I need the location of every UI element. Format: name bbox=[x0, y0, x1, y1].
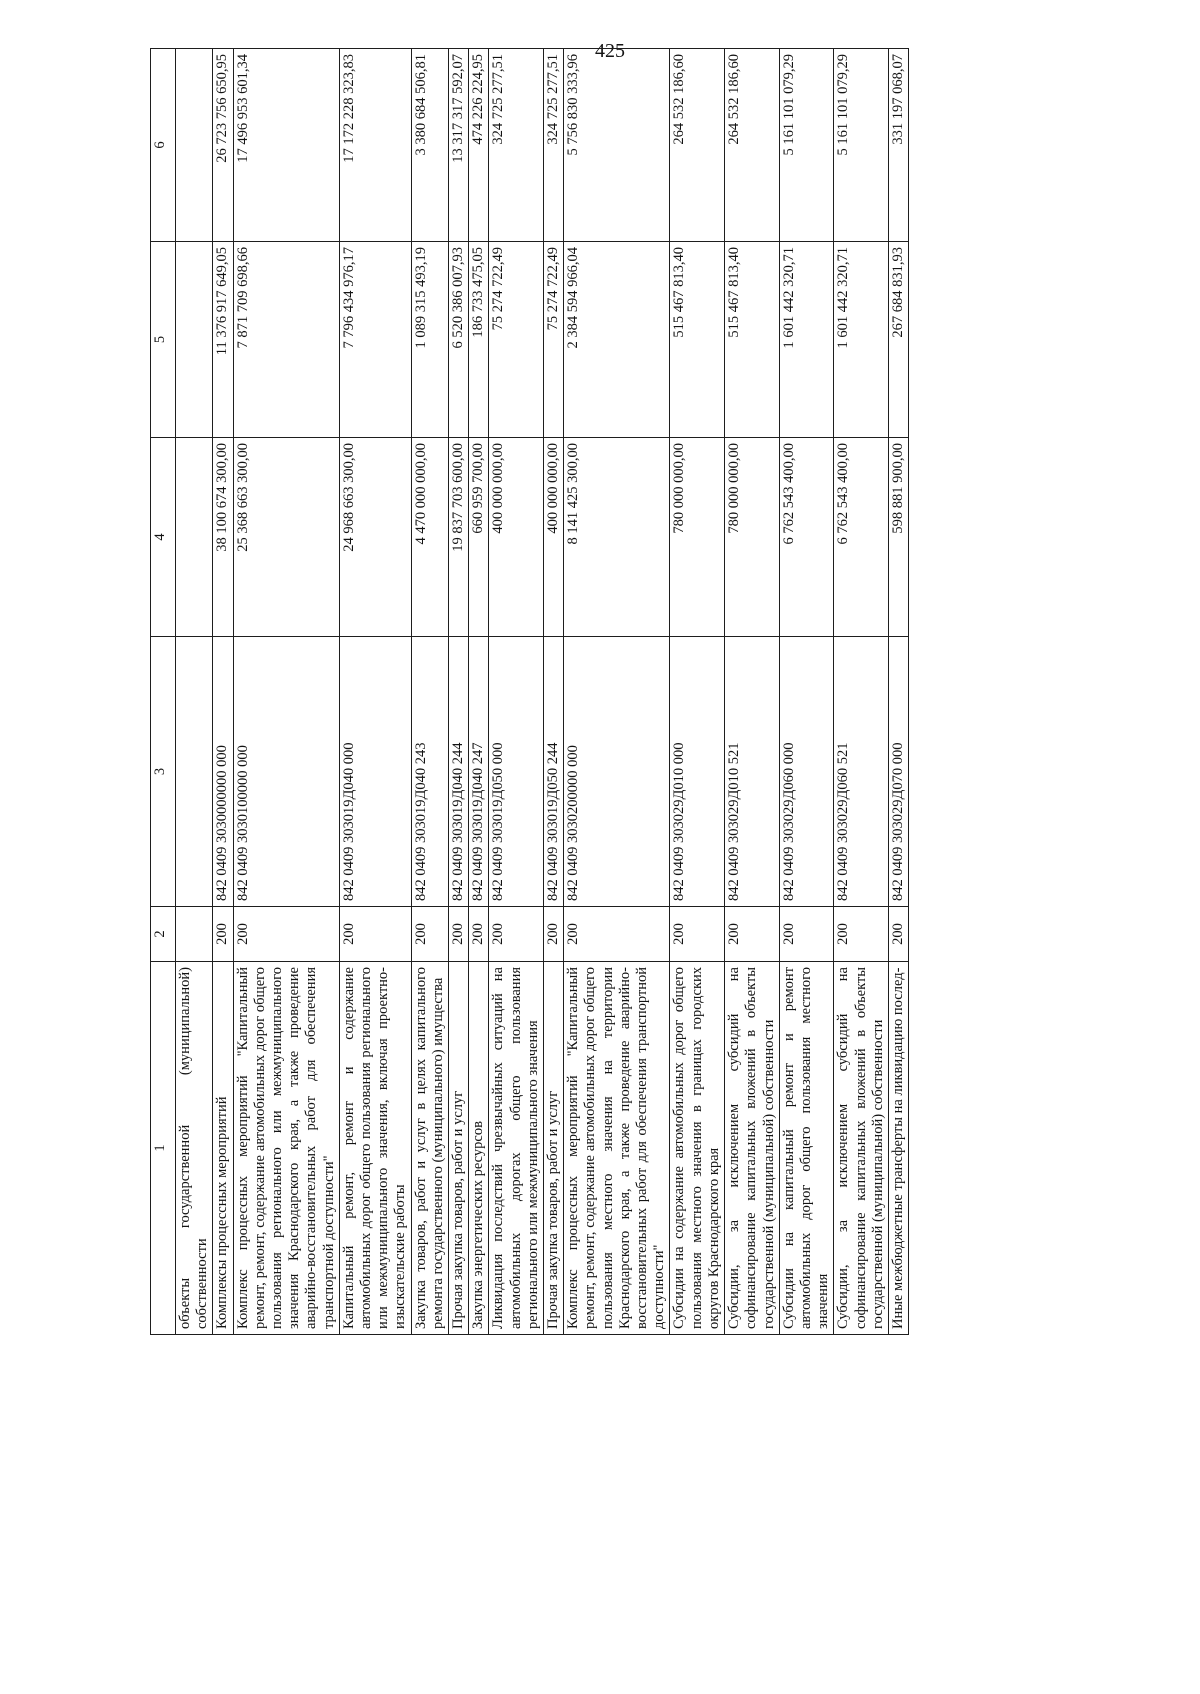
row-name: Закупка товаров, работ и услуг в целях капитального ремонта государственного (муниципального) имущества bbox=[411, 962, 448, 1335]
row-code: 200 bbox=[888, 907, 908, 962]
budget-table-rotated bbox=[150, 54, 1059, 1335]
row-executed-amount: 186 733 475,05 bbox=[469, 242, 489, 438]
row-executed-amount: 75 274 722,49 bbox=[544, 242, 564, 438]
table-row bbox=[489, 49, 544, 1335]
row-plan-amount: 780 000 000,00 bbox=[670, 438, 725, 637]
row-plan-amount: 8 141 425 300,00 bbox=[564, 438, 670, 637]
row-code: 200 bbox=[670, 907, 725, 962]
row-name: Закупка энергетических ресурсов bbox=[469, 962, 489, 1335]
table-row bbox=[339, 49, 411, 1335]
row-kbk: 842 0409 303029Д010 521 bbox=[725, 637, 780, 907]
row-plan-amount: 4 470 000 000,00 bbox=[411, 438, 448, 637]
row-executed-amount: 1 601 442 320,71 bbox=[779, 242, 834, 438]
row-kbk: 842 0409 303029Д010 000 bbox=[670, 637, 725, 907]
row-name: Прочая закупка товаров, работ и услуг bbox=[449, 962, 469, 1335]
row-plan-amount: 6 762 543 400,00 bbox=[779, 438, 834, 637]
row-executed-amount: 515 467 813,40 bbox=[670, 242, 725, 438]
row-plan-amount: 400 000 000,00 bbox=[544, 438, 564, 637]
row-code: 200 bbox=[779, 907, 834, 962]
row-remaining-amount: 324 725 277,51 bbox=[489, 49, 544, 242]
row-plan-amount: 24 968 663 300,00 bbox=[339, 438, 411, 637]
row-name: Комплекс процессных мероприятий "Капитальный ремонт, ремонт, содержание автомобильных дорог общего пользования регионального или межмуниципального значения Краснодарского края, а также проведение аварийно-восстановительных работ для обеспечения транспортной доступности" bbox=[233, 962, 339, 1335]
table-row bbox=[564, 49, 670, 1335]
row-kbk: 842 0409 3030200000 000 bbox=[564, 637, 670, 907]
row-code: 200 bbox=[233, 907, 339, 962]
row-plan-amount bbox=[176, 438, 213, 637]
row-plan-amount: 780 000 000,00 bbox=[725, 438, 780, 637]
table-row bbox=[233, 49, 339, 1335]
row-code: 200 bbox=[544, 907, 564, 962]
row-code: 200 bbox=[564, 907, 670, 962]
row-remaining-amount: 264 532 186,60 bbox=[670, 49, 725, 242]
row-code: 200 bbox=[489, 907, 544, 962]
row-kbk: 842 0409 303029Д070 000 bbox=[888, 637, 908, 907]
table-row bbox=[544, 49, 564, 1335]
row-code: 200 bbox=[411, 907, 448, 962]
table-row bbox=[725, 49, 780, 1335]
row-name: Комплексы процессных мероприятий bbox=[213, 962, 233, 1335]
header-col-4: 4 bbox=[151, 438, 176, 637]
row-remaining-amount: 5 161 101 079,29 bbox=[834, 49, 889, 242]
row-plan-amount: 38 100 674 300,00 bbox=[213, 438, 233, 637]
row-kbk: 842 0409 303029Д060 000 bbox=[779, 637, 834, 907]
row-name: объекты государственной (муниципальной) собственности bbox=[176, 962, 213, 1335]
table-row bbox=[834, 49, 889, 1335]
row-remaining-amount bbox=[176, 49, 213, 242]
row-executed-amount: 75 274 722,49 bbox=[489, 242, 544, 438]
row-remaining-amount: 264 532 186,60 bbox=[725, 49, 780, 242]
row-remaining-amount: 17 172 228 323,83 bbox=[339, 49, 411, 242]
row-name: Субсидии на капитальный ремонт и ремонт автомобильных дорог общего пользования местного значения bbox=[779, 962, 834, 1335]
row-remaining-amount: 5 161 101 079,29 bbox=[779, 49, 834, 242]
row-code: 200 bbox=[725, 907, 780, 962]
table-row bbox=[469, 49, 489, 1335]
row-kbk: 842 0409 303019Д040 247 bbox=[469, 637, 489, 907]
row-name: Субсидии, за исключением субсидий на софинансирование капитальных вложений в объекты государственной (муниципальной) собственности bbox=[725, 962, 780, 1335]
row-remaining-amount: 3 380 684 506,81 bbox=[411, 49, 448, 242]
header-col-6: 6 bbox=[151, 49, 176, 242]
row-plan-amount: 598 881 900,00 bbox=[888, 438, 908, 637]
row-kbk bbox=[176, 637, 213, 907]
row-remaining-amount: 17 496 953 601,34 bbox=[233, 49, 339, 242]
row-executed-amount: 1 089 315 493,19 bbox=[411, 242, 448, 438]
row-kbk: 842 0409 303019Д050 244 bbox=[544, 637, 564, 907]
row-code: 200 bbox=[469, 907, 489, 962]
budget-table bbox=[150, 48, 909, 1335]
row-kbk: 842 0409 303019Д040 243 bbox=[411, 637, 448, 907]
row-code: 200 bbox=[834, 907, 889, 962]
header-col-1: 1 bbox=[151, 962, 176, 1335]
row-remaining-amount: 5 756 830 333,96 bbox=[564, 49, 670, 242]
header-col-5: 5 bbox=[151, 242, 176, 438]
row-code: 200 bbox=[339, 907, 411, 962]
row-name: Комплекс процессных мероприятий "Капитальный ремонт, ремонт, содержание автомобильных дорог общего пользования местного значения на территории Краснодарского края, а также проведение аварийно-восстановительных работ для обеспечения транспортной доступности" bbox=[564, 962, 670, 1335]
row-remaining-amount: 331 197 068,07 bbox=[888, 49, 908, 242]
row-kbk: 842 0409 303029Д060 521 bbox=[834, 637, 889, 907]
table-row bbox=[670, 49, 725, 1335]
table-row bbox=[411, 49, 448, 1335]
table-row bbox=[888, 49, 908, 1335]
row-executed-amount: 267 684 831,93 bbox=[888, 242, 908, 438]
row-name: Иные межбюджетные трансферты на ликвидацию послед- bbox=[888, 962, 908, 1335]
row-code bbox=[176, 907, 213, 962]
table-row bbox=[213, 49, 233, 1335]
row-kbk: 842 0409 3030100000 000 bbox=[233, 637, 339, 907]
row-executed-amount: 6 520 386 007,93 bbox=[449, 242, 469, 438]
table-row bbox=[176, 49, 213, 1335]
row-plan-amount: 400 000 000,00 bbox=[489, 438, 544, 637]
header-col-2: 2 bbox=[151, 907, 176, 962]
header-col-3: 3 bbox=[151, 637, 176, 907]
row-remaining-amount: 474 226 224,95 bbox=[469, 49, 489, 242]
table-row bbox=[779, 49, 834, 1335]
row-name: Субсидии, за исключением субсидий на софинансирование капитальных вложений в объекты государственной (муниципальной) собственности bbox=[834, 962, 889, 1335]
page-number: 425 bbox=[595, 40, 625, 62]
table-header-row bbox=[151, 49, 176, 1335]
row-plan-amount: 25 368 663 300,00 bbox=[233, 438, 339, 637]
row-executed-amount: 11 376 917 649,05 bbox=[213, 242, 233, 438]
row-code: 200 bbox=[449, 907, 469, 962]
row-remaining-amount: 324 725 277,51 bbox=[544, 49, 564, 242]
row-remaining-amount: 26 723 756 650,95 bbox=[213, 49, 233, 242]
row-plan-amount: 660 959 700,00 bbox=[469, 438, 489, 637]
row-executed-amount: 7 871 709 698,66 bbox=[233, 242, 339, 438]
row-kbk: 842 0409 3030000000 000 bbox=[213, 637, 233, 907]
row-executed-amount: 7 796 434 976,17 bbox=[339, 242, 411, 438]
row-executed-amount: 2 384 594 966,04 bbox=[564, 242, 670, 438]
row-executed-amount: 515 467 813,40 bbox=[725, 242, 780, 438]
row-code: 200 bbox=[213, 907, 233, 962]
table-row bbox=[449, 49, 469, 1335]
row-name: Прочая закупка товаров, работ и услуг bbox=[544, 962, 564, 1335]
row-kbk: 842 0409 303019Д040 000 bbox=[339, 637, 411, 907]
row-executed-amount bbox=[176, 242, 213, 438]
row-name: Субсидии на содержание автомобильных дорог общего пользования местного значения в границах городских округов Краснодарского края bbox=[670, 962, 725, 1335]
row-plan-amount: 19 837 703 600,00 bbox=[449, 438, 469, 637]
row-kbk: 842 0409 303019Д050 000 bbox=[489, 637, 544, 907]
row-name: Капитальный ремонт, ремонт и содержание автомобильных дорог общего пользования регионального или межмуниципального значения, включая проектно-изыскательские работы bbox=[339, 962, 411, 1335]
row-remaining-amount: 13 317 317 592,07 bbox=[449, 49, 469, 242]
row-plan-amount: 6 762 543 400,00 bbox=[834, 438, 889, 637]
row-name: Ликвидация последствий чрезвычайных ситуаций на автомобильных дорогах общего пользования регионального или межмуниципального значения bbox=[489, 962, 544, 1335]
row-executed-amount: 1 601 442 320,71 bbox=[834, 242, 889, 438]
row-kbk: 842 0409 303019Д040 244 bbox=[449, 637, 469, 907]
